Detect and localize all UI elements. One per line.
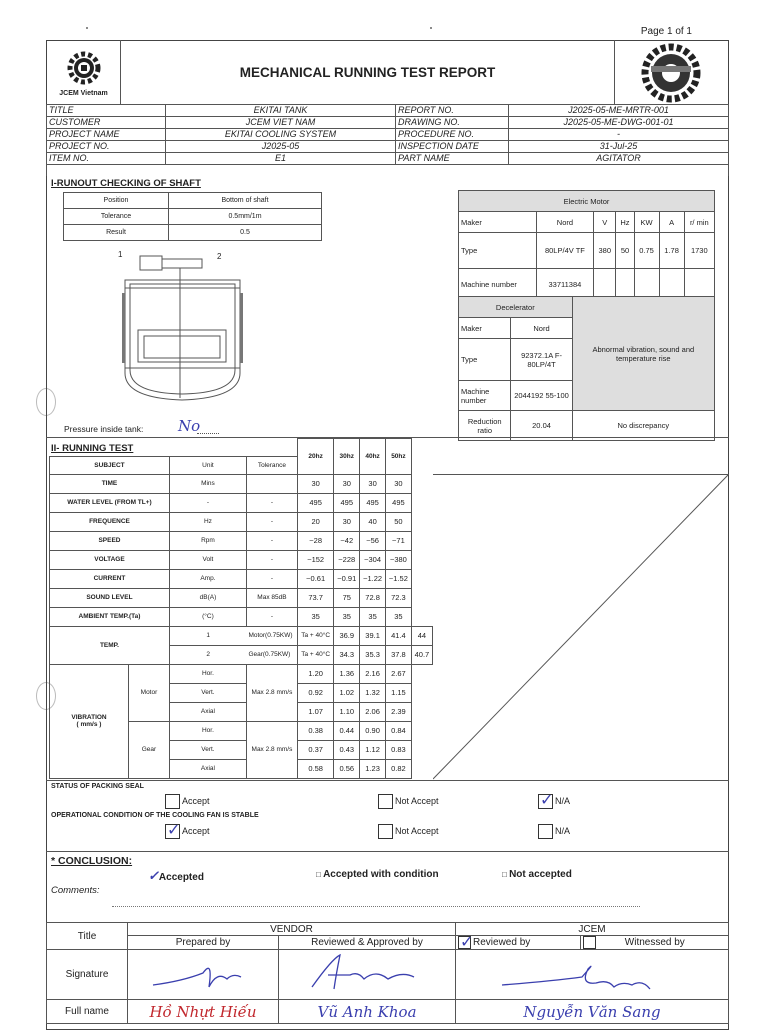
temp-item: Motor(0.75KW) <box>246 626 297 645</box>
packing-seal-label: STATUS OF PACKING SEAL <box>51 783 144 790</box>
temp-value: 37.8 <box>386 645 412 664</box>
running-value: 40 <box>360 512 386 531</box>
vibration-value: 0.83 <box>386 740 412 759</box>
info-value: J2025-05-ME-MRTR-001 <box>509 105 729 117</box>
running-value: ~380 <box>386 550 412 569</box>
running-value: 75 <box>334 588 360 607</box>
motor-type-cell: 0.75 <box>634 233 659 269</box>
running-value: 495 <box>297 493 333 512</box>
table-row <box>50 474 433 493</box>
vibration-value: 0.82 <box>386 759 412 778</box>
motor-type-cell: 1730 <box>684 233 714 269</box>
title-label: Title <box>47 923 128 950</box>
info-value: EKITAI TANK <box>166 105 396 117</box>
vibration-tolerance: Max 2.8 mm/s <box>246 664 297 721</box>
reviewer-name: Nguyễn Văn Sang <box>456 1000 729 1024</box>
packing-accept-checkbox[interactable] <box>165 794 180 809</box>
vibration-axis: Axial <box>169 702 246 721</box>
fan-na-option[interactable]: N/A <box>538 824 570 839</box>
decel-value: Nord <box>511 318 572 339</box>
running-header: 50hz <box>386 439 412 475</box>
motor-header: Hz <box>616 212 634 233</box>
table-row <box>50 550 433 569</box>
info-label: PROCEDURE NO. <box>396 129 509 141</box>
temp-value: 40.7 <box>411 645 432 664</box>
running-value: ~0.91 <box>334 569 360 588</box>
running-value: 495 <box>360 493 386 512</box>
running-value: 30 <box>386 474 412 493</box>
vibration-value: 1.12 <box>360 740 386 759</box>
witnessed-by-option[interactable]: Witnessed by <box>581 936 729 950</box>
vibration-axis: Vert. <box>169 683 246 702</box>
vibration-value: 0.44 <box>334 721 360 740</box>
info-value: EKITAI COOLING SYSTEM <box>166 129 396 141</box>
pressure-value: No <box>178 417 201 435</box>
runout-label: Result <box>64 225 169 241</box>
info-table <box>46 104 729 176</box>
table-row <box>47 129 729 141</box>
vibration-group: Motor <box>129 664 170 721</box>
decel-label: Reduction ratio <box>459 411 511 441</box>
motor-header: Nord <box>536 212 593 233</box>
conclusion-title: * CONCLUSION: <box>51 855 133 867</box>
running-value: ~228 <box>334 550 360 569</box>
prepared-name: Hồ Nhựt Hiếu <box>128 1000 279 1024</box>
info-label: DRAWING NO. <box>396 117 509 129</box>
page-number: Page 1 of 1 <box>640 26 692 37</box>
running-value: ~1.52 <box>386 569 412 588</box>
running-value: ~71 <box>386 531 412 550</box>
info-value: J2025-05 <box>166 141 396 153</box>
temp-value: Ta + 40°C <box>297 645 333 664</box>
table-row <box>64 193 322 209</box>
vibration-value: 0.58 <box>297 759 333 778</box>
running-value: Rpm <box>169 531 246 550</box>
motor-type-cell: 80LP/4V TF <box>536 233 593 269</box>
fan-na-checkbox[interactable] <box>538 824 553 839</box>
running-value: ~1.22 <box>360 569 386 588</box>
info-value: AGITATOR <box>509 153 729 165</box>
scan-mark <box>430 27 432 29</box>
table-row <box>50 493 433 512</box>
table-row <box>47 141 729 153</box>
reviewer-signature <box>456 950 729 1000</box>
running-subject: FREQUENCE <box>50 512 170 531</box>
temp-value: Ta + 40°C <box>297 626 333 645</box>
running-subject: SOUND LEVEL <box>50 588 170 607</box>
vibration-value: 1.10 <box>334 702 360 721</box>
decel-value: 2044192 55-100 <box>511 381 572 411</box>
running-header: Unit <box>169 456 246 474</box>
vibration-value: 2.06 <box>360 702 386 721</box>
prepared-by-label: Prepared by <box>128 936 279 950</box>
vibration-title: VIBRATION <box>71 714 107 721</box>
prepared-signature <box>128 950 279 1000</box>
table-row <box>50 607 433 626</box>
runout-section-title: I-RUNOUT CHECKING OF SHAFT <box>51 178 201 189</box>
fan-not-accept-checkbox[interactable] <box>378 824 393 839</box>
running-value: 30 <box>297 474 333 493</box>
table-row <box>50 531 433 550</box>
company-logo <box>47 42 120 104</box>
signature-icon <box>143 951 263 995</box>
runout-table <box>63 192 322 241</box>
running-header: 20hz <box>297 439 333 475</box>
info-value: JCEM VIET NAM <box>166 117 396 129</box>
packing-na-option[interactable]: ✓ N/A <box>538 794 570 809</box>
motor-type-cell: 1.78 <box>659 233 684 269</box>
table-row <box>50 626 433 645</box>
table-row <box>64 209 322 225</box>
table-row <box>50 664 433 683</box>
table-row <box>50 588 433 607</box>
table-row <box>50 569 433 588</box>
vibration-axis: Hor. <box>169 721 246 740</box>
info-label: REPORT NO. <box>396 105 509 117</box>
running-value: 495 <box>386 493 412 512</box>
blank-area-top <box>433 474 729 475</box>
temp-value: 34.3 <box>334 645 360 664</box>
vibration-value: 1.20 <box>297 664 333 683</box>
vibration-unit: ( mm/s ) <box>76 721 102 728</box>
vibration-value: 0.90 <box>360 721 386 740</box>
table-row <box>50 439 433 457</box>
running-value: 72.8 <box>360 588 386 607</box>
table-row <box>47 105 729 117</box>
info-label: PROJECT NAME <box>47 129 166 141</box>
running-value: Volt <box>169 550 246 569</box>
motor-header: KW <box>634 212 659 233</box>
table-row <box>47 153 729 165</box>
vibration-axis: Hor. <box>169 664 246 683</box>
vibration-value: 1.07 <box>297 702 333 721</box>
packing-accept-option[interactable]: Accept <box>165 794 210 809</box>
running-header: 40hz <box>360 439 386 475</box>
vibration-value: 2.16 <box>360 664 386 683</box>
motor-type-cell: Type <box>459 233 537 269</box>
agitator-tank-drawing <box>100 248 270 418</box>
motor-title: Electric Motor <box>459 191 715 212</box>
running-value: Amp. <box>169 569 246 588</box>
signature-icon <box>492 951 692 995</box>
running-value: 30 <box>334 512 360 531</box>
vibration-group: Gear <box>129 721 170 778</box>
vibration-value: 0.38 <box>297 721 333 740</box>
vibration-value: 0.92 <box>297 683 333 702</box>
fullname-label: Full name <box>47 1000 128 1024</box>
running-subject: CURRENT <box>50 569 170 588</box>
signature-icon <box>292 951 442 995</box>
info-value: J2025-05-ME-DWG-001-01 <box>509 117 729 129</box>
info-label: PROJECT NO. <box>47 141 166 153</box>
running-subject: AMBIENT TEMP.(Ta) <box>50 607 170 626</box>
temp-index: 1 <box>169 626 246 645</box>
info-label: INSPECTION DATE <box>396 141 509 153</box>
info-label: CUSTOMER <box>47 117 166 129</box>
running-value: ~152 <box>297 550 333 569</box>
runout-label: Tolerance <box>64 209 169 225</box>
running-value <box>246 474 297 493</box>
company-name: JCEM Vietnam <box>59 90 108 97</box>
info-value: 31-Jul-25 <box>509 141 729 153</box>
running-value: Max 85dB <box>246 588 297 607</box>
running-value: 72.3 <box>386 588 412 607</box>
info-value: E1 <box>166 153 396 165</box>
table-row <box>459 411 715 441</box>
vibration-value: 1.32 <box>360 683 386 702</box>
table-row <box>47 165 729 177</box>
running-value: 35 <box>386 607 412 626</box>
running-value: 73.7 <box>297 588 333 607</box>
running-value: Mins <box>169 474 246 493</box>
scan-mark <box>86 27 88 29</box>
decelerator-table <box>458 296 715 441</box>
marker-1: 1 <box>118 250 123 259</box>
running-value: ~0.61 <box>297 569 333 588</box>
check-mark-icon: ✓ <box>148 869 159 884</box>
section-spacer <box>47 165 729 177</box>
motor-type-cell: 50 <box>616 233 634 269</box>
temp-value: 35.3 <box>360 645 386 664</box>
runout-value: 0.5mm/1m <box>169 209 322 225</box>
vibration-label <box>50 664 129 778</box>
running-value: - <box>246 550 297 569</box>
temp-item: Gear(0.75KW) <box>246 645 297 664</box>
running-test-table <box>49 438 433 779</box>
packing-na-checkbox[interactable] <box>538 794 553 809</box>
vendor-header: VENDOR <box>128 923 456 936</box>
running-value: Hz <box>169 512 246 531</box>
running-value: 30 <box>334 474 360 493</box>
temp-value: 39.1 <box>360 626 386 645</box>
comments-line[interactable] <box>112 906 640 907</box>
runout-label: Position <box>64 193 169 209</box>
running-value: - <box>246 512 297 531</box>
running-value: 30 <box>360 474 386 493</box>
running-section-title: II- RUNNING TEST <box>51 443 134 454</box>
running-value: 20 <box>297 512 333 531</box>
vibration-value: 1.15 <box>386 683 412 702</box>
fan-not-accept-option[interactable]: Not Accept <box>378 824 439 839</box>
running-value: ~42 <box>334 531 360 550</box>
running-subject: WATER LEVEL (FROM TL+) <box>50 493 170 512</box>
jcem-header: JCEM <box>456 923 729 936</box>
decel-value: 20.04 <box>511 411 572 441</box>
vibration-value: 0.43 <box>334 740 360 759</box>
running-value: (°C) <box>169 607 246 626</box>
stamp-logo <box>615 42 728 104</box>
report-title: MECHANICAL RUNNING TEST REPORT <box>120 40 615 104</box>
decel-note-bottom: No discrepancy <box>572 411 714 441</box>
table-row <box>50 512 433 531</box>
running-value: 35 <box>297 607 333 626</box>
decel-label: Machine number <box>459 381 511 411</box>
running-value: 495 <box>334 493 360 512</box>
runout-value: Bottom of shaft <box>169 193 322 209</box>
vibration-value: 1.23 <box>360 759 386 778</box>
info-label: TITLE <box>47 105 166 117</box>
signoff-table <box>46 922 729 1024</box>
running-title-cell <box>50 439 298 457</box>
table-row <box>459 297 715 318</box>
accepted-option[interactable]: ✓Accepted <box>148 869 204 884</box>
running-value: 50 <box>386 512 412 531</box>
electric-motor-table <box>458 190 715 301</box>
decel-label: Maker <box>459 318 511 339</box>
accepted-with-condition-option[interactable]: □ Accepted with condition <box>316 869 439 880</box>
running-subject: VOLTAGE <box>50 550 170 569</box>
running-value: - <box>169 493 246 512</box>
table-row <box>459 191 715 212</box>
running-value: dB(A) <box>169 588 246 607</box>
gear-stamp-icon <box>615 42 728 104</box>
running-header: Tolerance <box>246 456 297 474</box>
motor-type-cell: 380 <box>594 233 616 269</box>
not-accepted-option[interactable]: □ Not accepted <box>502 869 572 880</box>
motor-machine-cell: Machine number <box>459 269 537 301</box>
vibration-value: 0.84 <box>386 721 412 740</box>
vibration-value: 2.67 <box>386 664 412 683</box>
running-value: - <box>246 531 297 550</box>
conclusion-divider <box>46 851 729 852</box>
status-divider <box>46 780 729 781</box>
box-icon: □ <box>502 870 510 879</box>
comments-label: Comments: <box>51 885 100 896</box>
packing-not-accept-checkbox[interactable] <box>378 794 393 809</box>
table-row <box>64 225 322 241</box>
packing-not-accept-option[interactable]: Not Accept <box>378 794 439 809</box>
vibration-value: 1.36 <box>334 664 360 683</box>
cooling-fan-label: OPERATIONAL CONDITION OF THE COOLING FAN IS STABLE <box>51 812 259 819</box>
motor-header: Maker <box>459 212 537 233</box>
info-label: ITEM NO. <box>47 153 166 165</box>
running-value: ~28 <box>297 531 333 550</box>
approved-name: Vũ Anh Khoa <box>279 1000 456 1024</box>
temp-label: TEMP. <box>50 626 170 664</box>
table-row <box>459 233 715 269</box>
motor-machine-cell: 33711384 <box>536 269 593 301</box>
vibration-value: 2.39 <box>386 702 412 721</box>
reviewed-by-option[interactable]: ✓ Reviewed by <box>456 936 581 950</box>
running-value: ~304 <box>360 550 386 569</box>
vibration-value: 1.02 <box>334 683 360 702</box>
motor-header: r/ min <box>684 212 714 233</box>
marker-2: 2 <box>217 252 222 261</box>
approved-signature <box>279 950 456 1000</box>
fan-accept-checkbox[interactable] <box>165 824 180 839</box>
pressure-underline <box>197 433 219 434</box>
decel-title: Decelerator <box>459 297 573 318</box>
fan-accept-option[interactable]: ✓Accept <box>165 824 210 839</box>
running-header: 30hz <box>334 439 360 475</box>
decel-note-top: Abnormal vibration, sound and temperature rise <box>572 297 714 411</box>
running-value: - <box>246 493 297 512</box>
signature-label: Signature <box>47 950 128 1000</box>
table-row <box>47 117 729 129</box>
running-subject: TIME <box>50 474 170 493</box>
gear-logo-icon <box>64 48 104 88</box>
decel-label: Type <box>459 339 511 381</box>
vibration-axis: Axial <box>169 759 246 778</box>
pressure-label: Pressure inside tank: <box>64 424 144 434</box>
running-subject: SPEED <box>50 531 170 550</box>
vibration-tolerance: Max 2.8 mm/s <box>246 721 297 778</box>
vibration-value: 0.56 <box>334 759 360 778</box>
running-value: - <box>246 569 297 588</box>
reviewed-by-checkbox[interactable] <box>458 936 471 949</box>
temp-value: 41.4 <box>386 626 412 645</box>
runout-value: 0.5 <box>169 225 322 241</box>
motor-header: V <box>594 212 616 233</box>
running-header: SUBJECT <box>50 456 170 474</box>
running-value: - <box>246 607 297 626</box>
temp-value: 36.9 <box>334 626 360 645</box>
temp-index: 2 <box>169 645 246 664</box>
decel-value: 92372.1A F- 80LP/4T <box>511 339 572 381</box>
running-value: 35 <box>334 607 360 626</box>
box-icon: □ <box>316 870 324 879</box>
info-value: - <box>509 129 729 141</box>
motor-header: A <box>659 212 684 233</box>
running-value: ~56 <box>360 531 386 550</box>
temp-value: 44 <box>411 626 432 645</box>
running-value: 35 <box>360 607 386 626</box>
diagonal-strike <box>433 474 729 780</box>
witnessed-by-checkbox[interactable] <box>583 936 596 949</box>
info-label: PART NAME <box>396 153 509 165</box>
table-row <box>459 212 715 233</box>
reviewed-approved-label: Reviewed & Approved by <box>279 936 456 950</box>
vibration-axis: Vert. <box>169 740 246 759</box>
vibration-value: 0.37 <box>297 740 333 759</box>
